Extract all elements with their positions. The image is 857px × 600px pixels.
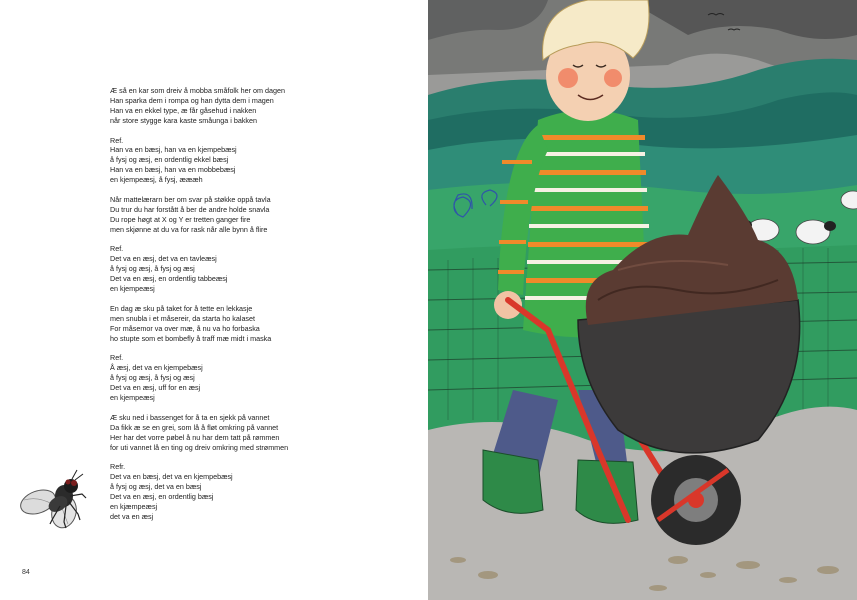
lyric-line: Han va en bæsj, han va en mobbebæsj [110,165,236,175]
fly-illustration-icon [14,462,94,542]
lyric-line: Du trur du har forstått å ber de andre holde snavla [110,204,270,214]
lyric-line: en kjæmpeæsj [110,501,158,511]
stanza-4-refrain [110,244,410,294]
lyric-line: Han va en ekkel type, æ får gåsehud i nakken [110,105,257,115]
stanza-6-refrain [110,353,410,403]
lyric-line: men snubla i et måsereir, da starta ho kalaset [110,313,256,323]
lyric-line: Her har det vorre pøbel å nu har dem tatt på rømmen [110,432,280,442]
lyric-line: en kjempeæsj [110,284,155,294]
refrain-label: Ref. [110,135,124,145]
lyric-line: Du rope høgt at X og Y er tretten ganger fire [110,214,251,224]
left-page [0,0,428,600]
lyric-line: En dag æ sku på taket for å tette en lekkasje [110,303,253,313]
refrain-label: Ref. [110,353,124,363]
lyric-line: en kjempeæsj, å fysj, æææh [110,175,203,185]
stanza-8-refrain [110,462,410,521]
lyric-line: Det va en æsj, en ordentlig tabbeæsj [110,274,228,284]
page-number: 84 [22,569,30,576]
stanza-5 [110,304,410,344]
lyric-line: for uti vannet lå en ting og dreiv omkring med strømmen [110,442,289,452]
lyric-line: Han va en bæsj, han va en kjempebæsj [110,145,237,155]
lyric-line: Det va en æsj, uff for en æsj [110,383,201,393]
lyric-line: Æ så en kar som dreiv å mobba småfolk her om dagen [110,86,285,95]
lyric-line: Da fikk æ se en grei, som lå å fløt omkring på vannet [110,422,279,432]
lyric-line: Når mattelærarn ber om svar på støkke oppå tavla [110,194,271,204]
lyric-line: men skjønne at du va for rask når alle bynn å flire [110,224,268,234]
lyric-line: å fysj og æsj, det va en bæsj [110,482,202,492]
lyric-line: Æ sku ned i bassenget for å ta en sjekk på vannet [110,412,270,422]
lyric-line: å fysj og æsj, å fysj og æsj [110,373,195,383]
lyric-line: Å æsj, det va en kjempebæsj [110,363,203,373]
refrain-label: Refr. [110,462,126,472]
lyric-line: Det va en bæsj, det va en kjempebæsj [110,472,233,482]
stanza-7 [110,413,410,453]
lyric-line: ho stupte som et bombefly å traff mæ midt i maska [110,333,272,343]
lyric-line: å fysj og æsj, å fysj og æsj [110,264,195,274]
lyric-line: Det va en æsj, en ordentlig bæsj [110,492,214,502]
lyric-line: når store stygge kara kaste småunga i bakken [110,115,258,125]
lyric-line: det va en æsj [110,511,154,521]
stanza-1 [110,86,410,126]
stanza-2-refrain [110,136,410,186]
lyric-line: å fysj og æsj, en ordentlig ekkel bæsj [110,155,229,165]
lyric-line: For måsemor va over mæ, å nu va ho forbaska [110,323,260,333]
lyric-line: Han sparka dem i rompa og han dytta dem i magen [110,95,274,105]
illustration-page [428,0,857,600]
stanza-3 [110,195,410,235]
lyric-line: Det va en æsj, det va en tavleæsj [110,254,217,264]
lyric-line: en kjempeæsj [110,393,155,403]
song-lyrics [110,86,410,532]
boy-with-wheelbarrow-painting [428,0,857,600]
refrain-label: Ref. [110,244,124,254]
